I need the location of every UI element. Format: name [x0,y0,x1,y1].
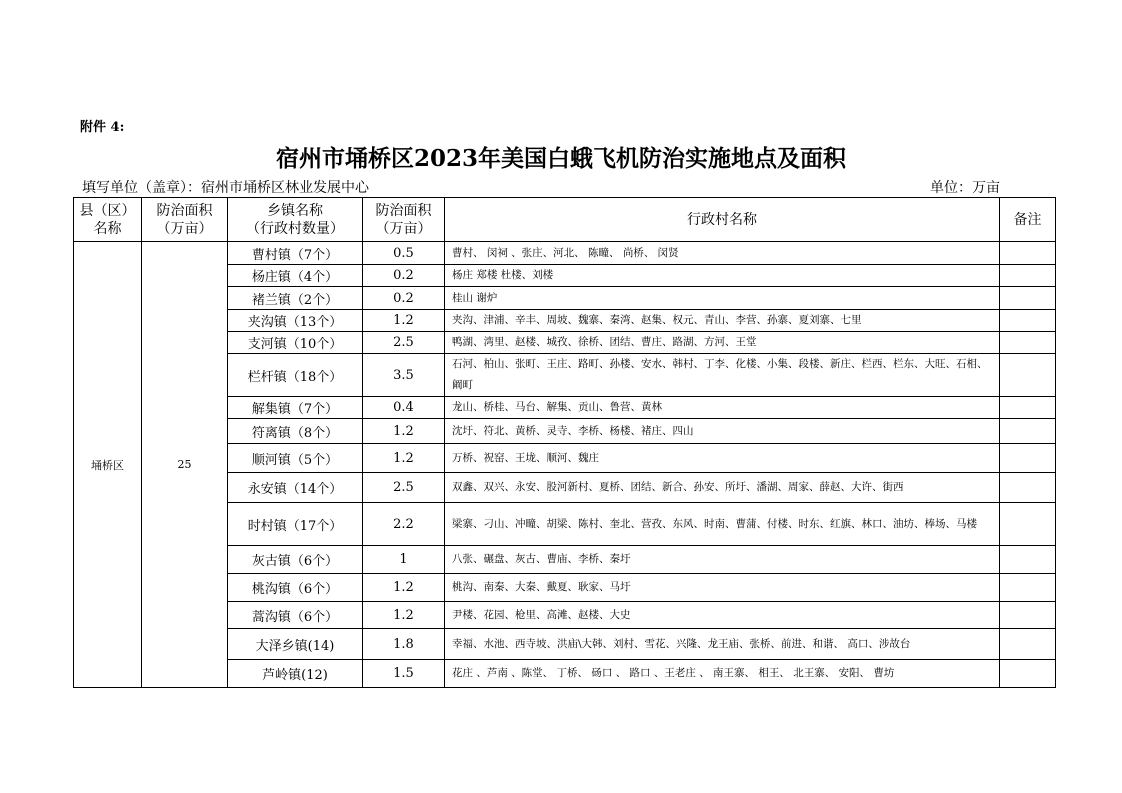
filling-unit: 填写单位（盖章）：宿州市埇桥区林业发展中心 [82,180,369,196]
header-area-line2: （万亩） [156,220,213,237]
town-cell: 解集镇（7个） [228,397,363,419]
note-cell [1000,332,1056,354]
town-area-cell: 1.5 [363,660,445,688]
note-cell [1000,602,1056,629]
town-cell: 支河镇（10个） [228,332,363,354]
note-cell [1000,629,1056,660]
unit-label: 单位：万亩 [930,180,1000,196]
town-cell: 杨庄镇（4个） [228,265,363,287]
header-town-area-line1: 防治面积 [375,202,432,219]
header-county-line2: 名称 [93,220,122,237]
town-cell: 芦岭镇(12) [228,660,363,688]
town-area-cell: 2.2 [363,503,445,546]
town-area-cell: 0.2 [363,287,445,310]
header-county [74,198,142,242]
town-cell: 时村镇（17个） [228,503,363,546]
header-area-line1: 防治面积 [156,202,213,219]
villages-cell: 鸭湖、湾里、赵楼、城孜、徐桥、团结、曹庄、路湖、方河、王堂 [445,332,1000,354]
town-cell: 蒿沟镇（6个） [228,602,363,629]
villages-cell: 沈圩、符北、黄桥、灵寺、李桥、杨楼、褚庄、四山 [445,419,1000,444]
attachment-label: 附件 4: [80,120,125,135]
town-cell: 栏杆镇（18个） [228,354,363,397]
town-cell: 褚兰镇（2个） [228,287,363,310]
note-cell [1000,419,1056,444]
note-cell [1000,444,1056,473]
town-cell: 顺河镇（5个） [228,444,363,473]
town-area-cell: 1 [363,546,445,574]
note-cell [1000,265,1056,287]
header-area [142,198,228,242]
header-row [74,198,1056,242]
villages-cell: 曹村、 闵祠 、张庄、河北、 陈疃、 尚桥、 闵贤 [445,242,1000,265]
town-cell: 曹村镇（7个） [228,242,363,265]
note-cell [1000,574,1056,602]
town-cell: 灰古镇（6个） [228,546,363,574]
villages-cell: 梁寨、刁山、冲疃、胡梁、陈村、奎北、营孜、东风、时南、曹蒲、付楼、时东、红旗、林口、油坊、棒场、马楼 [445,503,1000,546]
header-town-area [363,198,445,242]
note-cell [1000,287,1056,310]
page-title: 宿州市埇桥区2023年美国白蛾飞机防治实施地点及面积 [275,145,846,172]
villages-cell: 八张、碾盘、灰古、曹庙、李桥、秦圩 [445,546,1000,574]
header-note: 备注 [1000,198,1056,242]
note-cell [1000,546,1056,574]
villages-cell: 夹沟、津浦、辛丰、周坡、魏寨、秦湾、赵集、权元、青山、李营、孙寨、夏刘寨、七里 [445,310,1000,332]
town-cell: 夹沟镇（13个） [228,310,363,332]
town-cell: 大泽乡镇(14) [228,629,363,660]
table-body [74,242,1056,688]
header-town-line2: （行政村数量） [246,220,344,237]
county-cell: 埇桥区 [74,242,142,688]
town-cell: 桃沟镇（6个） [228,574,363,602]
villages-cell: 桃沟、南秦、大秦、戴夏、耿家、马圩 [445,574,1000,602]
header-county-line1: 县（区） [79,202,136,219]
header-town [228,198,363,242]
town-area-cell: 0.5 [363,242,445,265]
villages-cell: 幸福、水池、西寺坡、洪庙\大韩、刘村、雪花、兴隆、龙王庙、张桥、前进、和谐、 高口、涉故台 [445,629,1000,660]
data-table [73,197,1056,688]
villages-cell: 桂山 谢炉 [445,287,1000,310]
villages-cell: 石河、柏山、张町、王庄、路町、孙楼、安水、韩村、丁李、化楼、小集、段楼、新庄、栏西、栏东、大旺、石相、阚町 [445,354,1000,397]
header-town-area-line2: （万亩） [375,220,432,237]
table-row [74,242,1056,265]
note-cell [1000,660,1056,688]
town-area-cell: 0.4 [363,397,445,419]
town-area-cell: 1.2 [363,602,445,629]
town-area-cell: 3.5 [363,354,445,397]
note-cell [1000,242,1056,265]
town-cell: 符离镇（8个） [228,419,363,444]
town-area-cell: 1.2 [363,444,445,473]
note-cell [1000,310,1056,332]
note-cell [1000,503,1056,546]
villages-cell: 龙山、桥桂、马台、解集、贡山、鲁营、黄林 [445,397,1000,419]
town-area-cell: 0.2 [363,265,445,287]
total-area-cell: 25 [142,242,228,688]
town-area-cell: 1.2 [363,574,445,602]
note-cell [1000,473,1056,503]
villages-cell: 尹楼、花园、枪里、高滩、赵楼、大史 [445,602,1000,629]
villages-cell: 万桥、祝窑、王垅、顺河、魏庄 [445,444,1000,473]
town-area-cell: 1.2 [363,419,445,444]
villages-cell: 杨庄 郑楼 杜楼、刘楼 [445,265,1000,287]
note-cell [1000,354,1056,397]
villages-cell: 花庄 、芦南 、陈堂、 丁桥、 砀口 、 路口 、王老庄 、 南王寨、 相王、 北王寨、 安阳、 曹坊 [445,660,1000,688]
town-area-cell: 2.5 [363,473,445,503]
note-cell [1000,397,1056,419]
header-town-line1: 乡镇名称 [267,202,323,219]
villages-cell: 双鑫、双兴、永安、股河新村、夏桥、团结、新合、孙安、所圩、潘湖、周家、薛赵、大许、街西 [445,473,1000,503]
town-area-cell: 1.2 [363,310,445,332]
town-area-cell: 2.5 [363,332,445,354]
town-area-cell: 1.8 [363,629,445,660]
town-cell: 永安镇（14个） [228,473,363,503]
header-villages: 行政村名称 [445,198,1000,242]
